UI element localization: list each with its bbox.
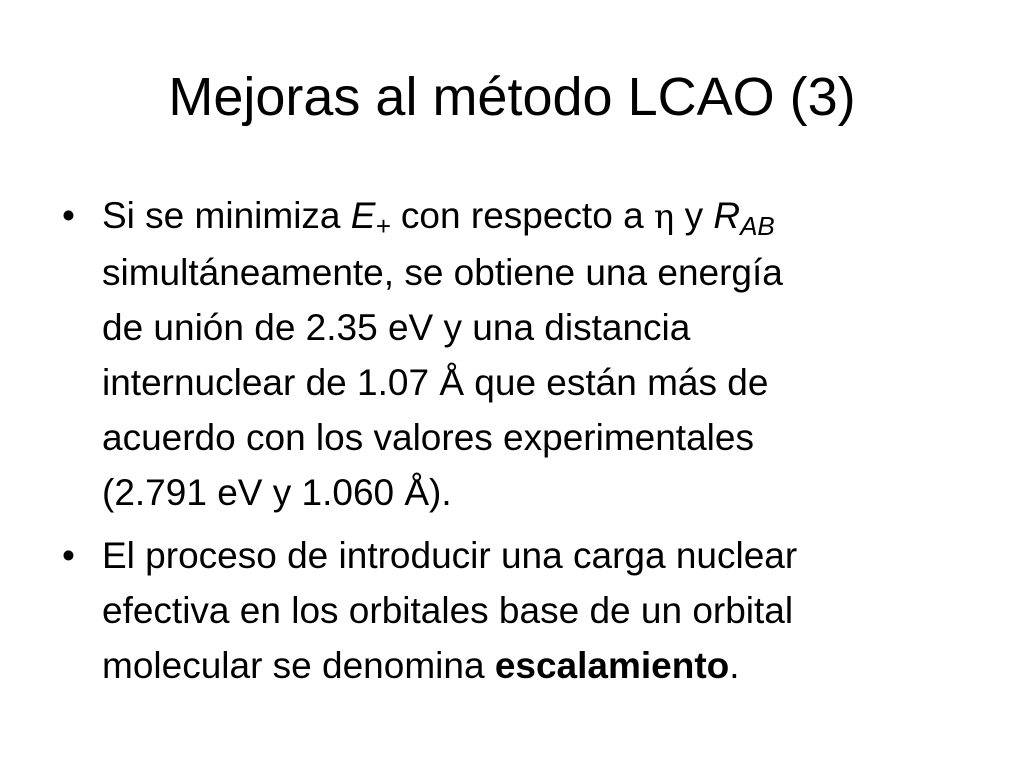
bullet-text bbox=[102, 188, 942, 520]
energy-subscript: + bbox=[375, 211, 391, 241]
eta-symbol: η bbox=[653, 197, 675, 237]
text-segment: con respecto a bbox=[390, 195, 654, 236]
distance-subscript: AB bbox=[740, 211, 775, 241]
bullet-item-escalamiento-definition bbox=[62, 528, 962, 693]
emphasized-term: escalamiento bbox=[494, 645, 730, 686]
bullet-list bbox=[62, 188, 962, 701]
bullet-line: internuclear de 1.07 Å que están más de bbox=[102, 362, 769, 403]
bullet-item-escalamiento-minimization bbox=[62, 188, 962, 520]
bullet-line: (2.791 eV y 1.060 Å). bbox=[102, 472, 452, 513]
bullet-line bbox=[102, 188, 942, 245]
bullet-line bbox=[102, 638, 962, 693]
energy-variable: E bbox=[350, 195, 376, 236]
text-segment: molecular se denomina bbox=[102, 645, 495, 686]
slide-title: Mejoras al método LCAO (3) bbox=[168, 67, 856, 127]
bullet-line: El proceso de introducir una carga nuclear bbox=[102, 535, 798, 576]
bullet-line: acuerdo con los valores experimentales bbox=[102, 417, 754, 458]
distance-variable: R bbox=[713, 195, 741, 236]
bullet-line: efectiva en los orbitales base de un orbital bbox=[102, 590, 794, 631]
bullet-marker: • bbox=[62, 535, 75, 576]
text-segment: . bbox=[729, 645, 740, 686]
bullet-text bbox=[102, 528, 962, 693]
bullet-marker: • bbox=[62, 195, 75, 236]
text-segment: y bbox=[674, 195, 714, 236]
text-segment: Si se minimiza bbox=[102, 195, 351, 236]
bullet-line: de unión de 2.35 eV y una distancia bbox=[102, 307, 691, 348]
bullet-line: simultáneamente, se obtiene una energía bbox=[102, 252, 783, 293]
